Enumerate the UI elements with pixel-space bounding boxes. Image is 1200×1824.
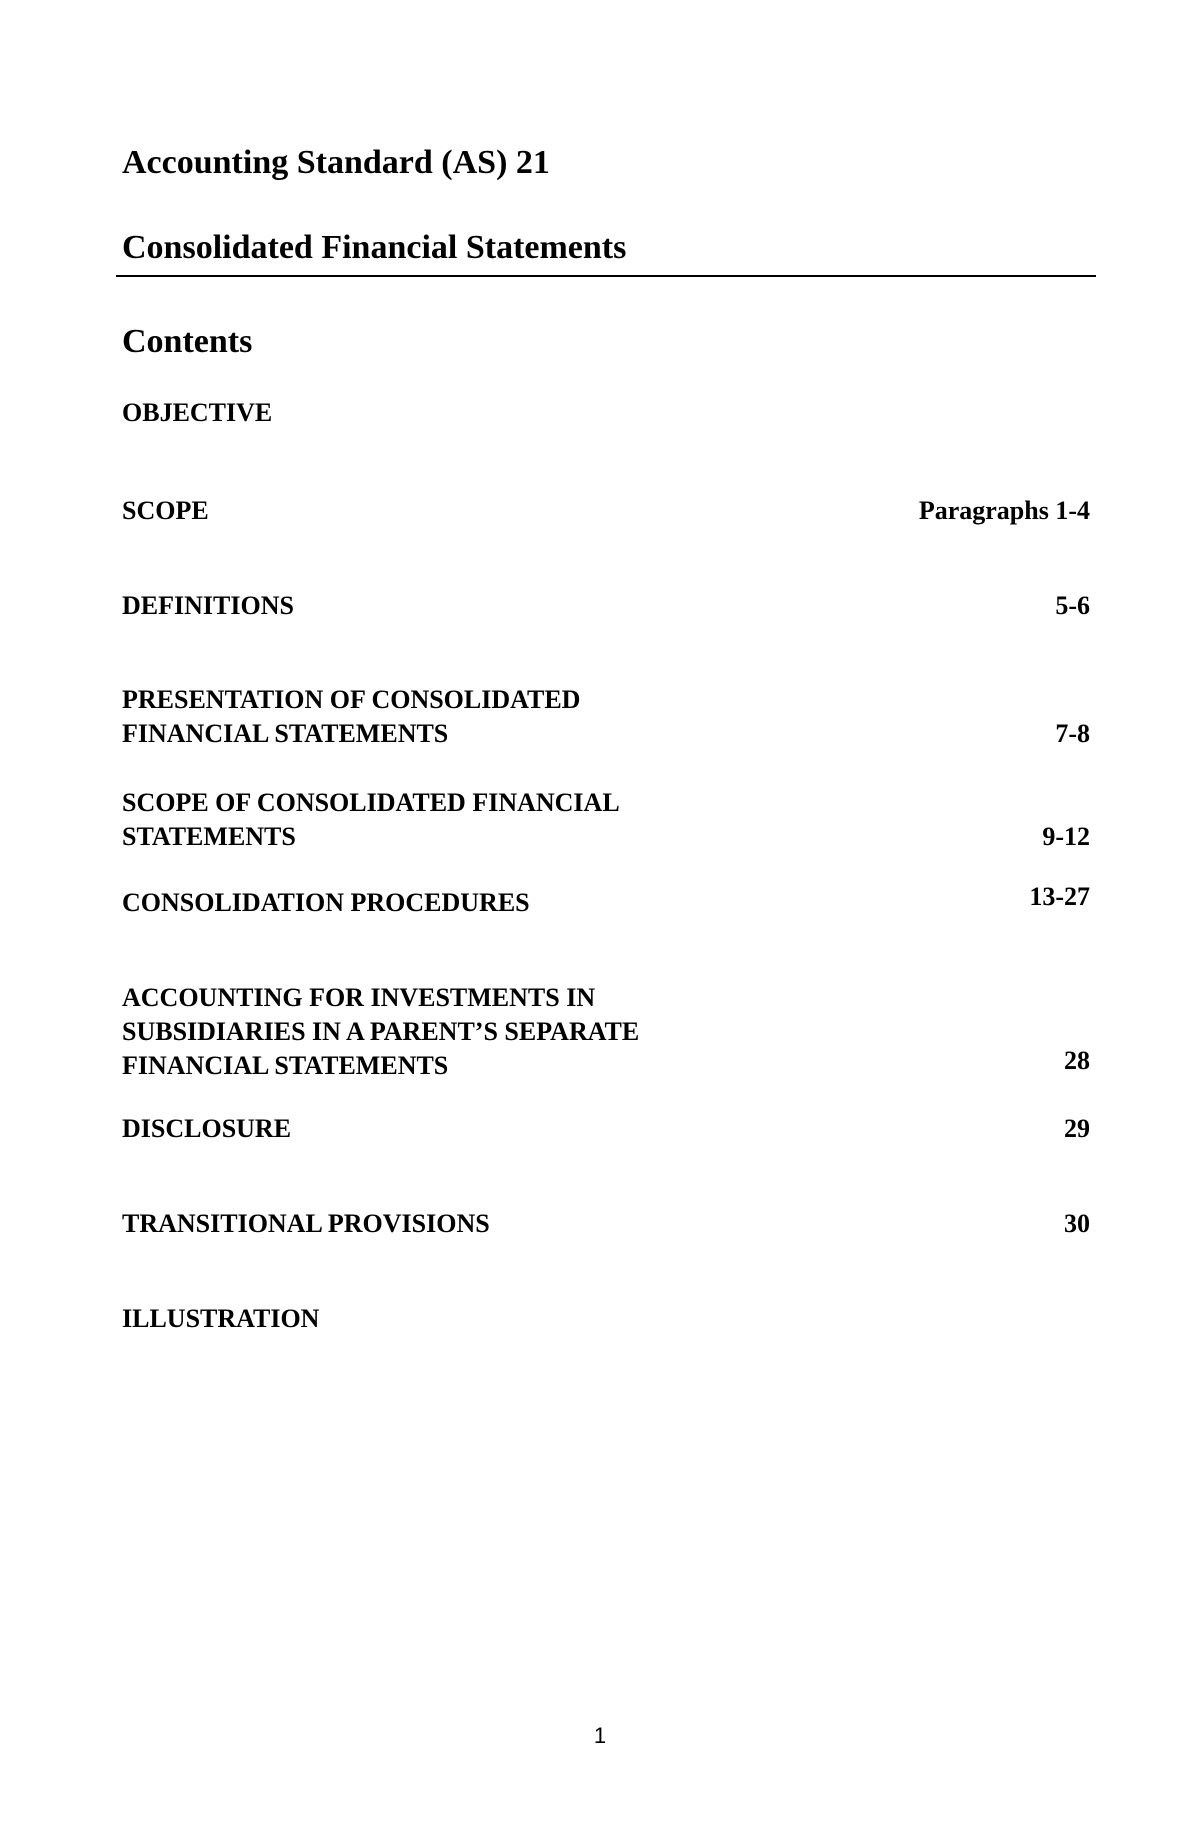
- toc-entry-ref: 13-27: [1029, 882, 1090, 911]
- toc-entry-ref: Paragraphs 1-4: [918, 496, 1090, 525]
- toc-entry-ref: 7-8: [1055, 719, 1090, 748]
- page-number: 1: [593, 1723, 607, 1748]
- toc-entry-label: ACCOUNTING FOR INVESTMENTS IN SUBSIDIARIES IN A PARENT’S SEPARATE FINANCIAL STATEMENTS: [122, 983, 640, 1080]
- toc-entry-ref: 30: [1064, 1209, 1090, 1238]
- toc-entry-label: TRANSITIONAL PROVISIONS: [122, 1209, 490, 1238]
- toc-entry-label: DEFINITIONS: [122, 591, 294, 620]
- toc-entry-ref: 28: [1064, 1046, 1090, 1075]
- toc-entry-ref: 9-12: [1042, 822, 1090, 851]
- toc-entry-label: OBJECTIVE: [122, 398, 273, 427]
- toc-entry-label: CONSOLIDATION PROCEDURES: [122, 888, 530, 917]
- toc-entry-label: SCOPE OF CONSOLIDATED FINANCIAL STATEMENTS: [122, 788, 620, 851]
- document-subtitle: Consolidated Financial Statements: [122, 229, 627, 266]
- contents-heading: Contents: [122, 323, 253, 360]
- title-divider: [116, 275, 1096, 277]
- document-title: Accounting Standard (AS) 21: [122, 144, 550, 181]
- toc-entry-ref: 5-6: [1055, 591, 1090, 620]
- toc-entry-ref: 29: [1064, 1114, 1090, 1143]
- toc-entry-label: PRESENTATION OF CONSOLIDATED FINANCIAL STATEMENTS: [122, 685, 581, 748]
- toc-entry-label: DISCLOSURE: [122, 1114, 292, 1143]
- toc-entry-label: ILLUSTRATION: [122, 1304, 320, 1333]
- toc-entry-label: SCOPE: [122, 496, 209, 525]
